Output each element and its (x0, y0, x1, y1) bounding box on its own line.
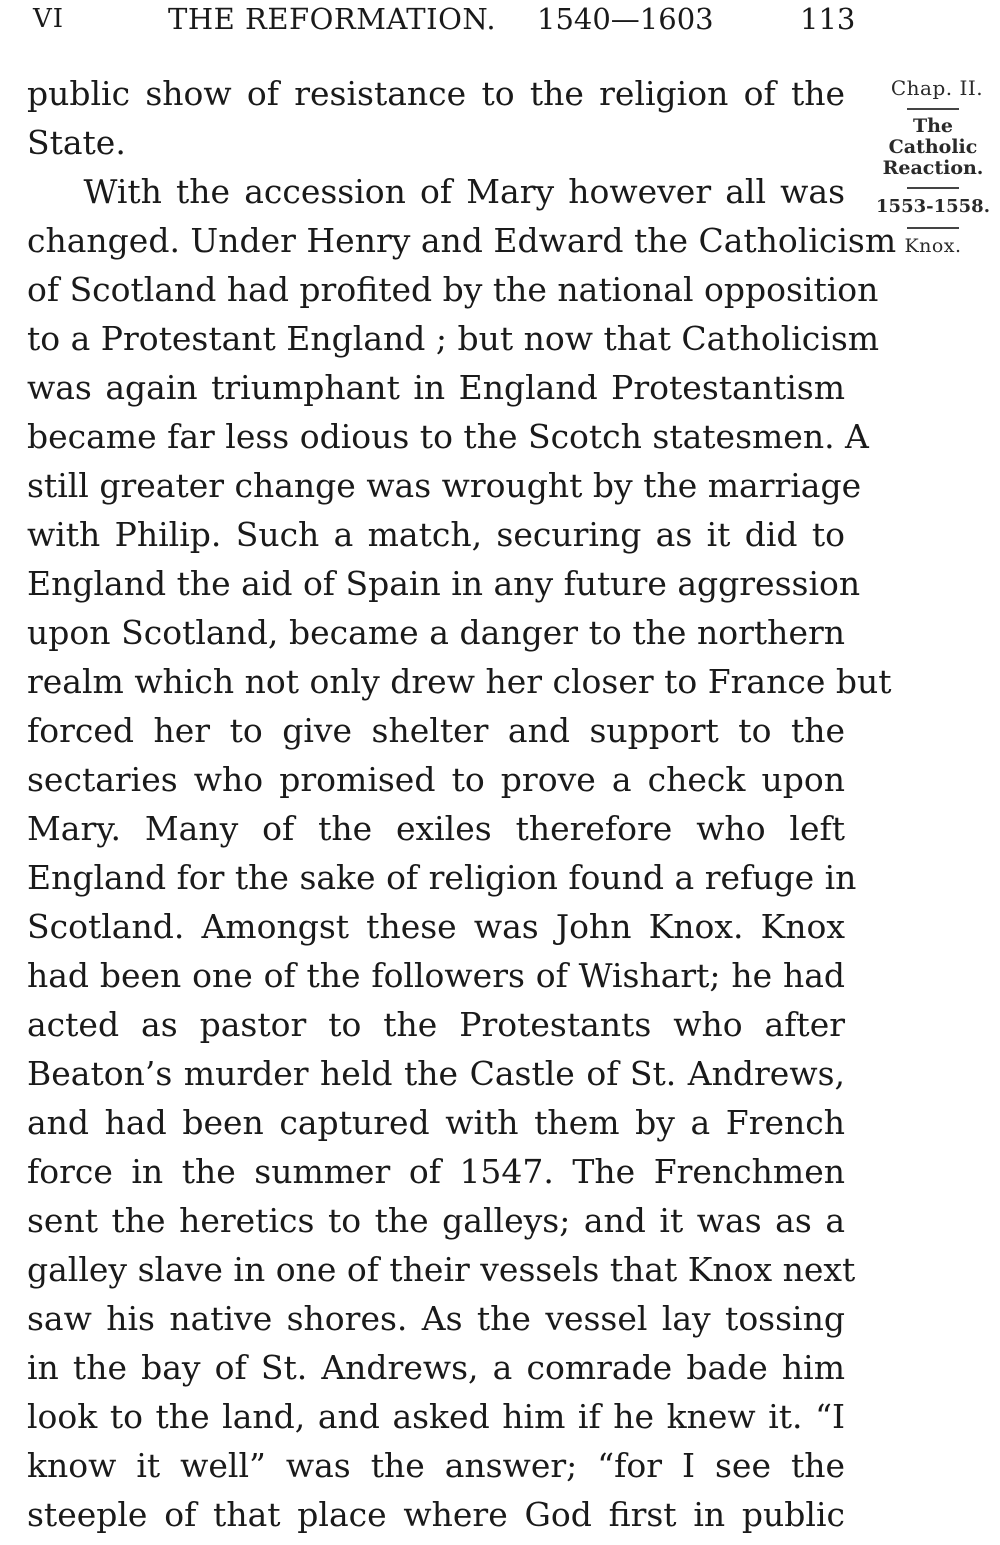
margin-topic: Knox. (904, 235, 962, 257)
margin-divider (907, 227, 959, 229)
margin-divider (907, 108, 959, 110)
margin-chapter: Chap. II. (890, 76, 984, 100)
text-line: to a Protestant England ; but now that Catholicism (27, 319, 880, 358)
text-line: was again triumphant in England Protestantism (27, 368, 845, 407)
body-text (27, 69, 897, 1539)
text-line: sent the heretics to the galleys; and it was as a (27, 1201, 845, 1240)
text-line: steeple of that place where God first in public (27, 1495, 845, 1534)
running-head (0, 0, 1000, 48)
text-line: public show of resistance to the religion of the (27, 74, 845, 113)
text-line: force in the summer of 1547. The Frenchmen (27, 1152, 845, 1191)
text-line: know it well” was the answer; “for I see the (27, 1446, 845, 1485)
text-line: with Philip. Such a match, securing as it did to (27, 515, 845, 554)
text-line: Mary. Many of the exiles therefore who left (27, 809, 845, 848)
text-line: forced her to give shelter and support to the (27, 711, 845, 750)
running-head-section: VI (33, 4, 65, 34)
text-line: acted as pastor to the Protestants who after (27, 1005, 845, 1044)
margin-heading-line: The (912, 115, 954, 137)
running-head-dates: 1540—1603 (537, 2, 714, 36)
text-line: became far less odious to the Scotch statesmen. A (27, 417, 869, 456)
text-line: changed. Under Henry and Edward the Catholicism (27, 221, 897, 260)
text-line: Beaton’s murder held the Castle of St. Andrews, (27, 1054, 845, 1093)
text-line: saw his native shores. As the vessel lay tossing (27, 1299, 845, 1338)
text-line: With the accession of Mary however all was (27, 172, 845, 211)
text-line: had been one of the followers of Wishart; he had (27, 956, 845, 995)
text-line: sectaries who promised to prove a check upon (27, 760, 845, 799)
text-line: England the aid of Spain in any future aggression (27, 564, 861, 603)
text-line: realm which not only drew her closer to France but (27, 662, 892, 701)
margin-heading-line: Reaction. (882, 157, 984, 179)
margin-divider (907, 187, 959, 189)
text-line: look to the land, and asked him if he knew it. “I (27, 1397, 845, 1436)
text-line: England for the sake of religion found a refuge in (27, 858, 857, 897)
margin-notes (866, 76, 1000, 257)
text-line: galley slave in one of their vessels that Knox next (27, 1250, 856, 1289)
page-number: 113 (800, 2, 856, 36)
text-line: upon Scotland, became a danger to the northern (27, 613, 845, 652)
text-line: of Scotland had profited by the national opposition (27, 270, 879, 309)
running-head-title: THE REFORMATION. (168, 2, 497, 36)
text-line: State. (27, 123, 126, 162)
text-line: Scotland. Amongst these was John Knox. Knox (27, 907, 845, 946)
text-line: and had been captured with them by a French (27, 1103, 845, 1142)
text-line: still greater change was wrought by the marriage (27, 466, 862, 505)
margin-dates: 1553-1558. (876, 196, 990, 217)
margin-heading-line: Catholic (888, 136, 978, 158)
text-line: in the bay of St. Andrews, a comrade bade him (27, 1348, 845, 1387)
